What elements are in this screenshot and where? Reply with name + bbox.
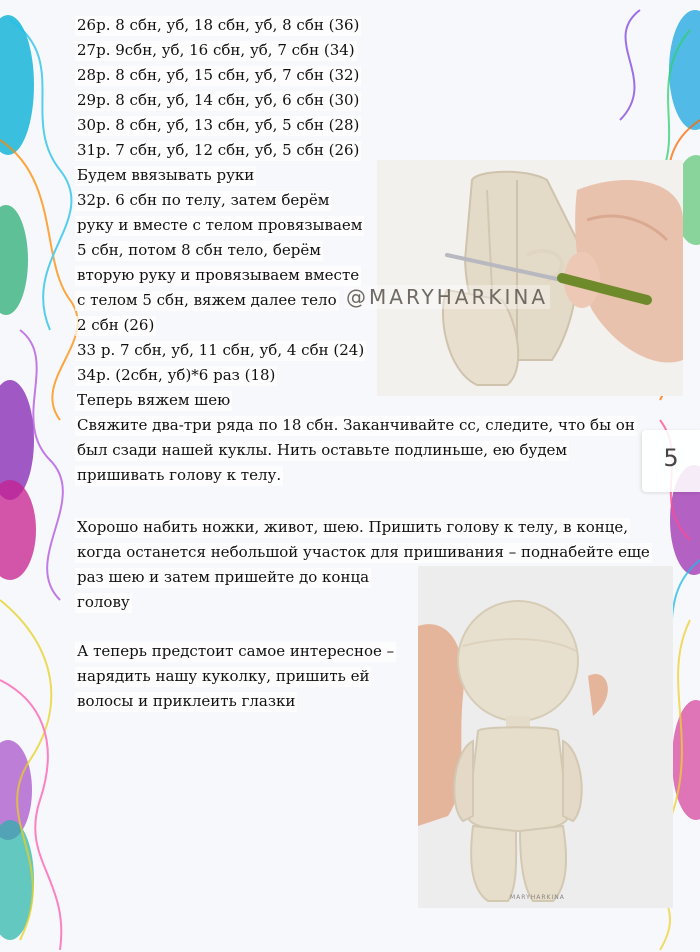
text-line-18: был сзади нашей куклы. Нить оставьте подлиньше, ею будем [77, 441, 568, 459]
text-line-12: с телом 5 сбн, вяжем далее тело [77, 291, 337, 309]
text-line-14: 33 р. 7 сбн, уб, 11 сбн, уб, 4 сбн (24) [77, 341, 365, 359]
photo-watermark: MARYHARKINA [510, 894, 565, 901]
text-line-17: Свяжите два-три ряда по 18 сбн. Заканчивайте сс, следите, что бы он [77, 416, 635, 434]
page-number-tab [642, 430, 700, 492]
text-line-2: 27р. 9сбн, уб, 16 сбн, уб, 7 сбн (34) [77, 41, 355, 59]
text-line-8: 32р. 6 сбн по телу, затем берём [77, 191, 330, 209]
photo-finished-doll-body [418, 566, 673, 908]
text-line-13: 2 сбн (26) [77, 316, 155, 334]
photo-joining-arms [377, 160, 683, 396]
text-line-16: Теперь вяжем шею [77, 391, 231, 409]
text-line-15: 34р. (2сбн, уб)*6 раз (18) [77, 366, 276, 384]
text-line-1: 26р. 8 сбн, уб, 18 сбн, уб, 8 сбн (36) [77, 16, 360, 34]
text-line-25: нарядить нашу куколку, пришить ей [77, 667, 370, 685]
page-number: 5 [663, 444, 679, 472]
text-line-4: 29р. 8 сбн, уб, 14 сбн, уб, 6 сбн (30) [77, 91, 360, 109]
text-line-26: волосы и приклеить глазки [77, 692, 296, 710]
text-line-23: голову [77, 593, 130, 611]
watermark-handle: @MARYHARKINA [346, 285, 549, 309]
text-line-11: вторую руку и провязываем вместе [77, 266, 360, 284]
text-line-5: 30р. 8 сбн, уб, 13 сбн, уб, 5 сбн (28) [77, 116, 360, 134]
text-line-3: 28р. 8 сбн, уб, 15 сбн, уб, 7 сбн (32) [77, 66, 360, 84]
text-line-22: раз шею и затем пришейте до конца [77, 568, 370, 586]
text-line-20: Хорошо набить ножки, живот, шею. Пришить голову к телу, в конце, [77, 518, 629, 536]
text-line-19: пришивать голову к телу. [77, 466, 282, 484]
text-line-6: 31р. 7 сбн, уб, 12 сбн, уб, 5 сбн (26) [77, 141, 360, 159]
text-line-24: А теперь предстоит самое интересное – [77, 642, 395, 660]
text-line-7: Будем ввязывать руки [77, 166, 255, 184]
text-line-9: руку и вместе с телом провязываем [77, 216, 363, 234]
text-line-21: когда останется небольшой участок для пришивания – поднабейте еще [77, 543, 650, 561]
text-line-10: 5 сбн, потом 8 сбн тело, берём [77, 241, 321, 259]
